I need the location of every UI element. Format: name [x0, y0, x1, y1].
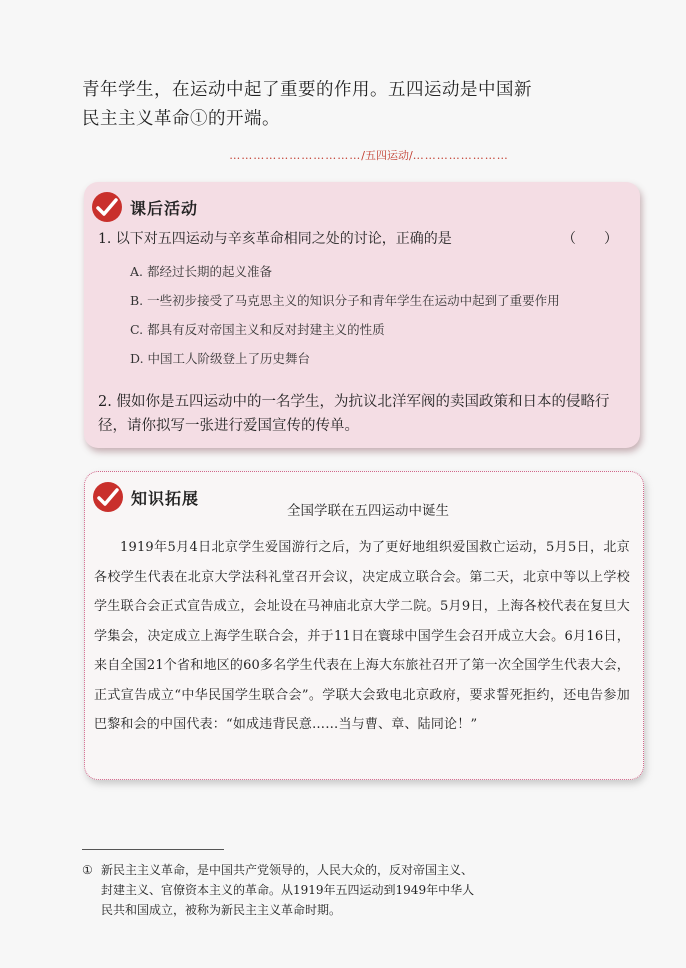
question-1-options — [130, 257, 630, 373]
knowledge-heading: 全国学联在五四运动中诞生 — [287, 503, 449, 519]
after-class-activity-box — [84, 182, 640, 448]
intro-paragraph — [82, 76, 622, 134]
knowledge-title-text: 知识拓展 — [131, 488, 200, 508]
question-1-text: 1. 以下对五四运动与辛亥革命相同之处的讨论，正确的是 — [98, 231, 452, 247]
question-2: 2. 假如你是五四运动中的一名学生，为抗议北洋军阀的卖国政策和日本的侵略行径，请你拟写一张进行爱国宣传的传单。 — [98, 394, 610, 434]
footnote — [82, 860, 482, 920]
section-marker — [224, 147, 514, 163]
intro-line-2-text: 民主主义革命 — [82, 109, 190, 129]
option-c[interactable]: C. 都具有反对帝国主义和反对封建主义的性质 — [130, 322, 385, 337]
checkmark-badge-icon — [92, 192, 122, 222]
activity-title-text: 课后活动 — [130, 198, 199, 218]
answer-blank[interactable]: （ ） — [562, 231, 618, 247]
section-dots-left: …………………………… — [229, 149, 362, 162]
option-b[interactable]: B. 一些初步接受了马克思主义的知识分子和青年学生在运动中起到了重要作用 — [130, 293, 560, 308]
option-a[interactable]: A. 都经过长期的起义准备 — [130, 264, 272, 279]
footnote-mark: ① — [82, 863, 93, 877]
knowledge-paragraph: 1919年5月4日北京学生爱国游行之后，为了更好地组织爱国救亡运动，5月5日，北京各校学生代表在北京大学法科礼堂召开会议，决定成立联合会。第二天，北京中等以上学校学生联合会正式宣告成立，会址设在马神庙北京大学二院。5月9日，上海各校代表在复旦大学集会，决定成立上海学生联合会，并于11日在寰球中国学生会召开成立大会。6月16日，来自全国21个省和地区的60多名学生代表在上海大东旅社召开了第一次全国学生代表大会，正式宣告成立“中华民国学生联合会”。学联大会致电北京政府，要求誓死拒约，还电告参加巴黎和会的中国代表：“如成违背民意……当与曹、章、陆同论！” — [94, 540, 630, 732]
knowledge-body — [94, 533, 630, 740]
section-label: /五四运动/ — [361, 149, 413, 162]
footnote-reference[interactable]: ① — [190, 109, 208, 129]
activity-title — [92, 190, 198, 224]
intro-line-2-end: 的开端。 — [208, 109, 280, 129]
option-d[interactable]: D. 中国工人阶级登上了历史舞台 — [130, 351, 311, 366]
footnote-text: 新民主主义革命，是中国共产党领导的，人民大众的，反对帝国主义、封建主义、官僚资本主义的革命。从1919年五四运动到1949年中华人民共和国成立，被称为新民主主义革命时期。 — [101, 863, 475, 917]
intro-line-2 — [82, 105, 622, 134]
intro-line-1: 青年学生，在运动中起了重要的作用。五四运动是中国新 — [82, 80, 532, 100]
section-dots-right: …………………… — [412, 149, 509, 162]
footnote-divider — [82, 849, 224, 850]
question-1 — [98, 228, 628, 250]
